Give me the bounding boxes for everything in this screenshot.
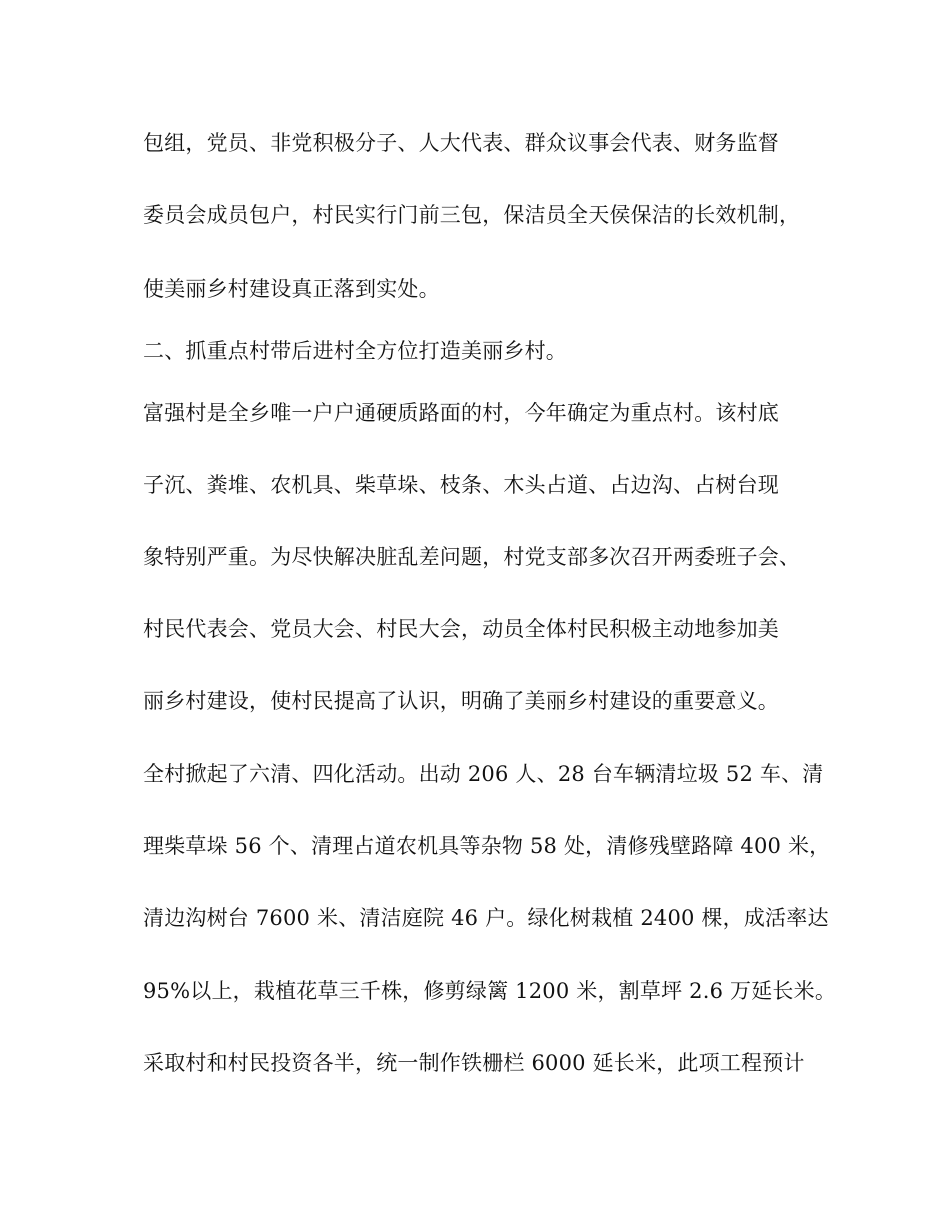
paragraph-line: 理柴草垛 56 个、清理占道农机具等杂物 58 处，清修残壁路障 400 米， [143, 834, 831, 858]
paragraph-line: 清边沟树台 7600 米、清洁庭院 46 户。绿化树栽植 2400 棵，成活率达 [143, 906, 829, 930]
paragraph-line: 95%以上，栽植花草三千株，修剪绿篱 1200 米，割草坪 2.6 万延长米。 [143, 979, 837, 1003]
section-heading: 二、抓重点村带后进村全方位打造美丽乡村。 [143, 339, 567, 363]
paragraph-line: 包组，党员、非党积极分子、人大代表、群众议事会代表、财务监督 [143, 131, 779, 155]
paragraph-line: 使美丽乡村建设真正落到实处。 [143, 277, 440, 301]
paragraph-line: 全村掀起了六清、四化活动。出动 206 人、28 台车辆清垃圾 52 车、清 [143, 762, 824, 786]
paragraph-line: 采取村和村民投资各半，统一制作铁栅栏 6000 延长米，此项工程预计 [143, 1051, 805, 1075]
paragraph-line: 子沉、粪堆、农机具、柴草垛、枝条、木头占道、占边沟、占树台现 [143, 473, 779, 497]
paragraph-line: 委员会成员包户，村民实行门前三包，保洁员全天侯保洁的长效机制， [143, 203, 801, 227]
paragraph-line: 丽乡村建设，使村民提高了认识，明确了美丽乡村建设的重要意义。 [143, 689, 779, 713]
paragraph-line: 象特别严重。为尽快解决脏乱差问题，村党支部多次召开两委班子会、 [143, 545, 801, 569]
paragraph-line: 村民代表会、党员大会、村民大会，动员全体村民积极主动地参加美 [143, 617, 779, 641]
paragraph-line: 富强村是全乡唯一户户通硬质路面的村，今年确定为重点村。该村底 [143, 401, 779, 425]
